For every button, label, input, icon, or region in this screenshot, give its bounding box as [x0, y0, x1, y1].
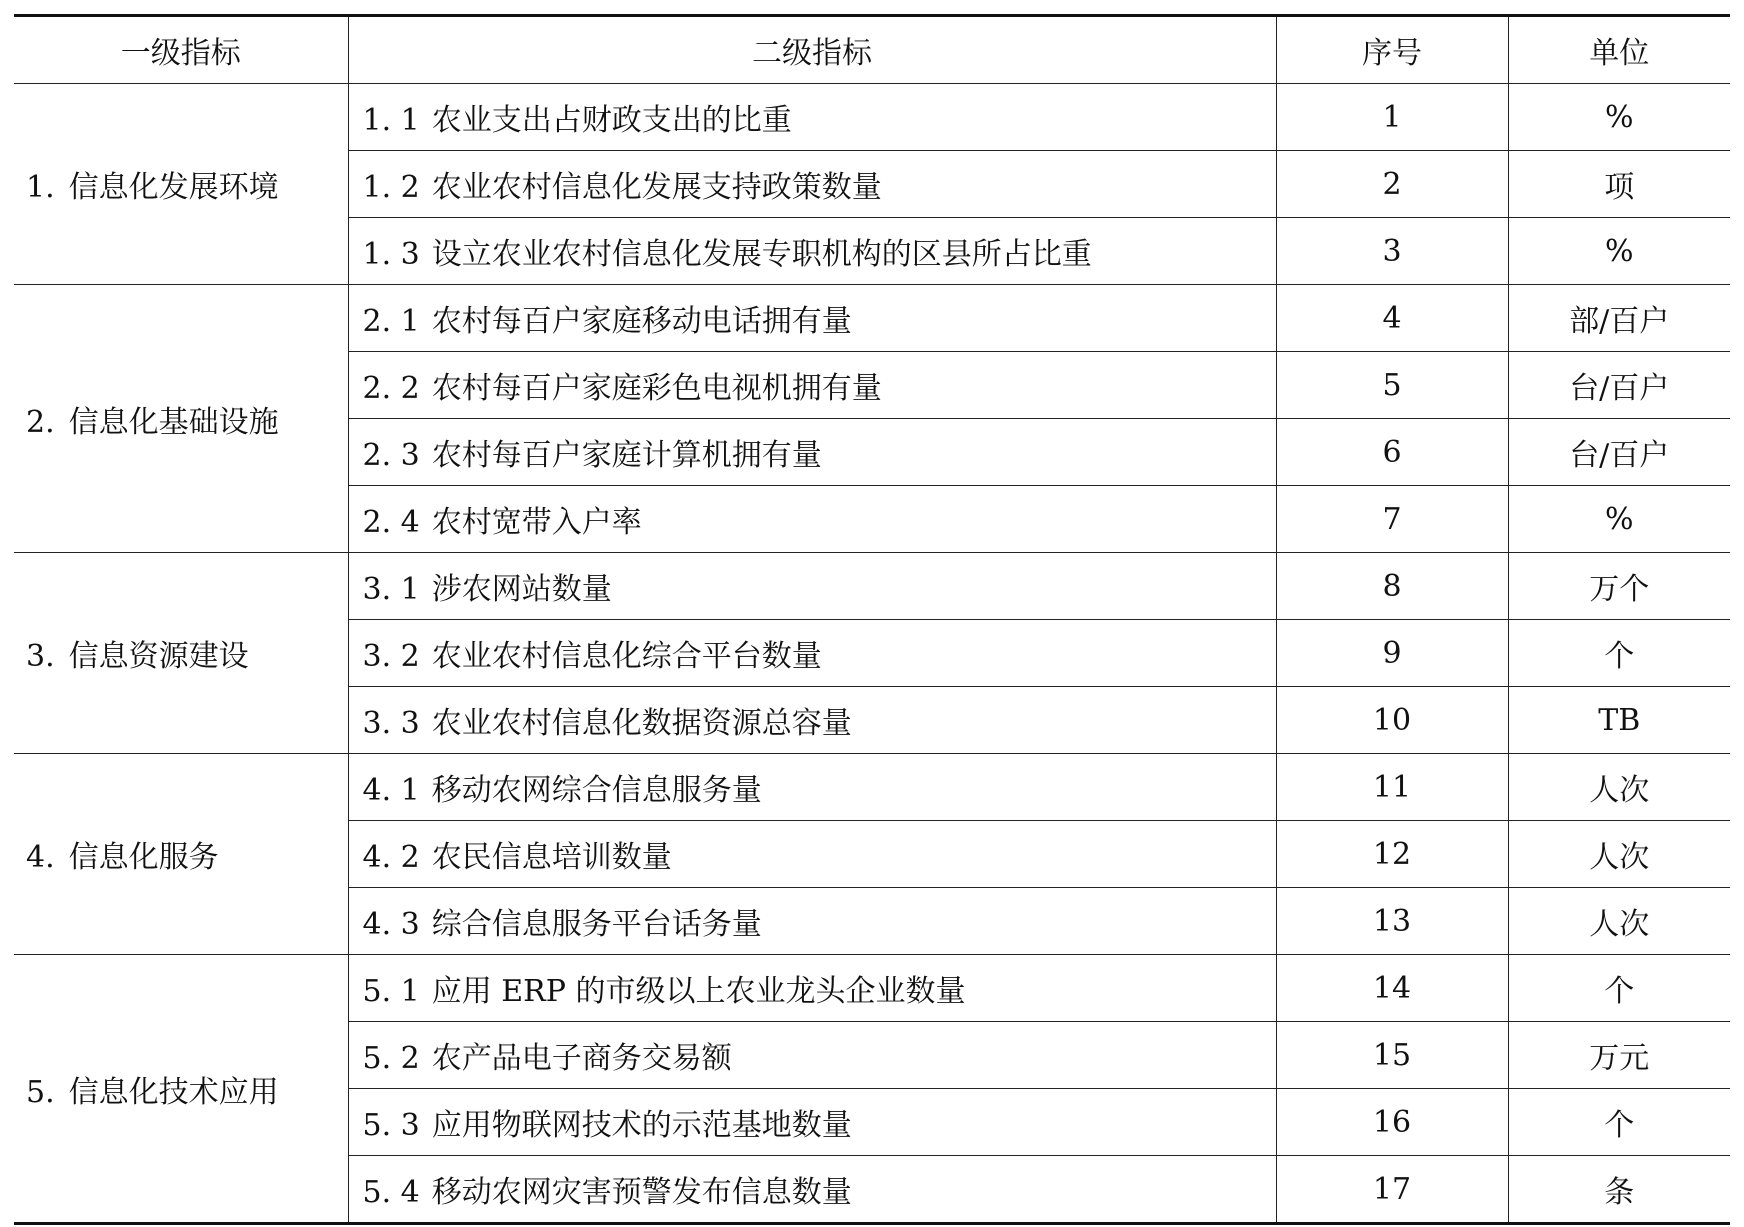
header-level2: 二级指标: [348, 16, 1276, 84]
level2-code: 1. 1: [362, 103, 420, 138]
level1-label: 信息化技术应用: [68, 1074, 279, 1110]
level2-indicator-cell: [348, 754, 1276, 821]
table-row: [14, 84, 1730, 151]
level2-name: 农村每百户家庭计算机拥有量: [431, 438, 822, 473]
seq-cell: 13: [1276, 888, 1508, 955]
seq-cell: 11: [1276, 754, 1508, 821]
level1-indicator-cell: [14, 754, 348, 955]
level2-code: 5. 4: [362, 1175, 420, 1210]
level2-name: 农村宽带入户率: [431, 505, 642, 540]
level2-code: 2. 3: [362, 438, 420, 473]
unit-cell: 部/百户: [1508, 285, 1730, 352]
unit-cell: 个: [1508, 1089, 1730, 1156]
level2-name: 移动农网综合信息服务量: [431, 773, 762, 808]
unit-cell: 人次: [1508, 754, 1730, 821]
unit-cell: 个: [1508, 620, 1730, 687]
level1-indicator-cell: [14, 955, 348, 1224]
level1-indicator-cell: [14, 84, 348, 285]
level2-indicator-cell: [348, 888, 1276, 955]
level2-name: 设立农业农村信息化发展专职机构的区县所占比重: [431, 237, 1092, 272]
level2-name: 农业农村信息化综合平台数量: [431, 639, 822, 674]
header-seq: 序号: [1276, 16, 1508, 84]
level2-code: 5. 2: [362, 1041, 420, 1076]
level1-indicator-cell: [14, 285, 348, 553]
level2-name: 应用物联网技术的示范基地数量: [431, 1108, 852, 1143]
unit-cell: 条: [1508, 1156, 1730, 1224]
unit-cell: 个: [1508, 955, 1730, 1022]
level1-label: 信息化发展环境: [68, 170, 279, 205]
level1-number: 1.: [26, 170, 55, 205]
level2-name: 农民信息培训数量: [431, 840, 672, 875]
unit-cell: 人次: [1508, 888, 1730, 955]
unit-cell: %: [1508, 84, 1730, 151]
level2-code: 3. 1: [362, 572, 420, 607]
level2-indicator-cell: [348, 1089, 1276, 1156]
level2-indicator-cell: [348, 553, 1276, 620]
seq-cell: 16: [1276, 1089, 1508, 1156]
seq-cell: 9: [1276, 620, 1508, 687]
level2-name: 移动农网灾害预警发布信息数量: [431, 1175, 852, 1210]
level1-label: 信息化基础设施: [68, 404, 279, 440]
level2-indicator-cell: [348, 620, 1276, 687]
level2-indicator-cell: [348, 955, 1276, 1022]
unit-cell: 项: [1508, 151, 1730, 218]
table-row: [14, 754, 1730, 821]
level2-name: 综合信息服务平台话务量: [431, 907, 762, 942]
unit-cell: %: [1508, 486, 1730, 553]
level2-code: 4. 3: [362, 907, 420, 942]
level2-indicator-cell: [348, 218, 1276, 285]
table-row: [14, 553, 1730, 620]
unit-cell: 台/百户: [1508, 352, 1730, 419]
level2-name: 涉农网站数量: [431, 572, 612, 607]
indicator-table: [14, 14, 1730, 1225]
unit-cell: 万元: [1508, 1022, 1730, 1089]
unit-cell: 万个: [1508, 553, 1730, 620]
table-header: [14, 16, 1730, 84]
seq-cell: 17: [1276, 1156, 1508, 1224]
level2-name: 农村每百户家庭移动电话拥有量: [431, 304, 852, 339]
table-row: [14, 285, 1730, 352]
level2-name: 农业农村信息化发展支持政策数量: [431, 170, 882, 205]
seq-cell: 15: [1276, 1022, 1508, 1089]
level2-name: 农产品电子商务交易额: [431, 1041, 732, 1076]
seq-cell: 8: [1276, 553, 1508, 620]
level2-code: 5. 3: [362, 1108, 420, 1143]
level2-name: 农业农村信息化数据资源总容量: [431, 706, 852, 741]
unit-cell: 台/百户: [1508, 419, 1730, 486]
level2-indicator-cell: [348, 1022, 1276, 1089]
level2-code: 4. 1: [362, 773, 420, 808]
level1-number: 3.: [26, 639, 55, 674]
level2-indicator-cell: [348, 821, 1276, 888]
unit-cell: TB: [1508, 687, 1730, 754]
level2-indicator-cell: [348, 1156, 1276, 1224]
level2-code: 1. 3: [362, 237, 420, 272]
seq-cell: 14: [1276, 955, 1508, 1022]
seq-cell: 3: [1276, 218, 1508, 285]
level2-indicator-cell: [348, 352, 1276, 419]
level2-code: 2. 4: [362, 505, 420, 540]
header-unit: 单位: [1508, 16, 1730, 84]
seq-cell: 2: [1276, 151, 1508, 218]
seq-cell: 7: [1276, 486, 1508, 553]
unit-cell: 人次: [1508, 821, 1730, 888]
unit-cell: %: [1508, 218, 1730, 285]
level1-number: 4.: [26, 840, 55, 875]
level1-number: 2.: [26, 404, 55, 440]
level2-code: 3. 3: [362, 706, 420, 741]
level2-name: 农村每百户家庭彩色电视机拥有量: [431, 371, 882, 406]
level1-number: 5.: [26, 1074, 55, 1110]
level2-code: 2. 2: [362, 371, 420, 406]
seq-cell: 12: [1276, 821, 1508, 888]
seq-cell: 1: [1276, 84, 1508, 151]
level2-indicator-cell: [348, 687, 1276, 754]
level2-name: 农业支出占财政支出的比重: [431, 103, 792, 138]
level2-indicator-cell: [348, 419, 1276, 486]
level2-indicator-cell: [348, 151, 1276, 218]
table-row: [14, 955, 1730, 1022]
seq-cell: 4: [1276, 285, 1508, 352]
level2-code: 4. 2: [362, 840, 420, 875]
seq-cell: 10: [1276, 687, 1508, 754]
level1-label: 信息化服务: [68, 840, 219, 875]
level2-indicator-cell: [348, 486, 1276, 553]
table-body: [14, 84, 1730, 1224]
level2-indicator-cell: [348, 84, 1276, 151]
header-level1: 一级指标: [14, 16, 348, 84]
level2-code: 5. 1: [362, 974, 420, 1009]
level2-indicator-cell: [348, 285, 1276, 352]
header-row: [14, 16, 1730, 84]
level1-label: 信息资源建设: [68, 639, 249, 674]
level1-indicator-cell: [14, 553, 348, 754]
seq-cell: 6: [1276, 419, 1508, 486]
seq-cell: 5: [1276, 352, 1508, 419]
level2-code: 3. 2: [362, 639, 420, 674]
level2-code: 1. 2: [362, 170, 420, 205]
level2-code: 2. 1: [362, 304, 420, 339]
level2-name: 应用 ERP 的市级以上农业龙头企业数量: [431, 974, 966, 1009]
